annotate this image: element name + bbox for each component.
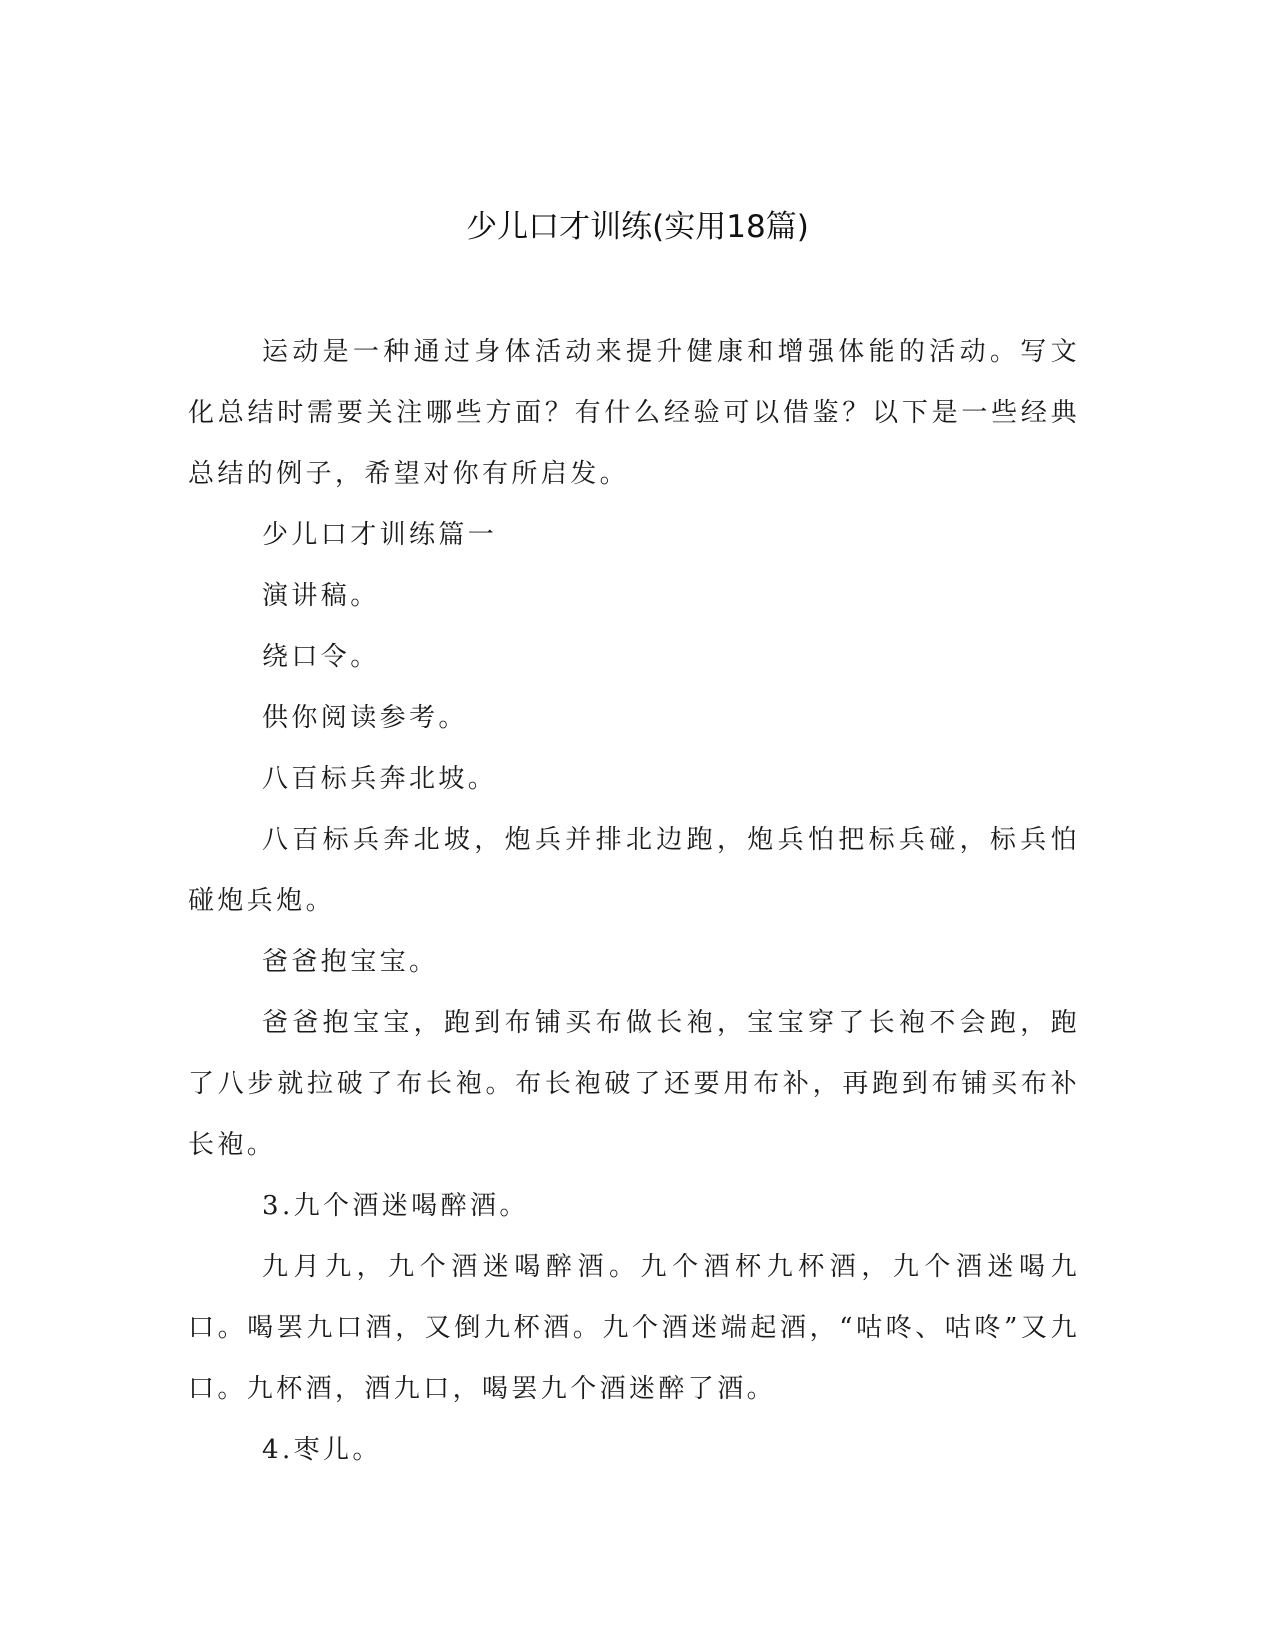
subheading: 4.枣儿。	[262, 1435, 382, 1465]
paragraph: 八百标兵奔北坡，炮兵并排北边跑，炮兵怕把标兵碰，标兵怕碰炮兵炮。	[188, 825, 1080, 916]
subheading: 3.九个酒迷喝醉酒。	[262, 1191, 529, 1221]
subheading: 八百标兵奔北坡。	[262, 764, 498, 794]
document-title: 少儿口才训练(实用18篇)	[466, 209, 809, 245]
subheading: 爸爸抱宝宝。	[262, 947, 439, 977]
paragraph: 供你阅读参考。	[262, 703, 468, 733]
document-body	[188, 322, 1080, 1481]
paragraph: 爸爸抱宝宝，跑到布铺买布做长袍，宝宝穿了长袍不会跑，跑了八步就拉破了布长袍。布长袍破了还要用布补，再跑到布铺买布补长袍。	[188, 1008, 1080, 1160]
section-heading: 少儿口才训练篇一	[262, 520, 498, 550]
paragraph: 演讲稿。	[262, 581, 380, 611]
paragraph: 九月九，九个酒迷喝醉酒。九个酒杯九杯酒，九个酒迷喝九口。喝罢九口酒，又倒九杯酒。九个酒迷端起酒，“咕咚、咕咚”又九口。九杯酒，酒九口，喝罢九个酒迷醉了酒。	[188, 1252, 1080, 1404]
paragraph: 绕口令。	[262, 642, 380, 672]
intro-paragraph: 运动是一种通过身体活动来提升健康和增强体能的活动。写文化总结时需要关注哪些方面？有什么经验可以借鉴？以下是一些经典总结的例子，希望对你有所启发。	[188, 337, 1080, 489]
